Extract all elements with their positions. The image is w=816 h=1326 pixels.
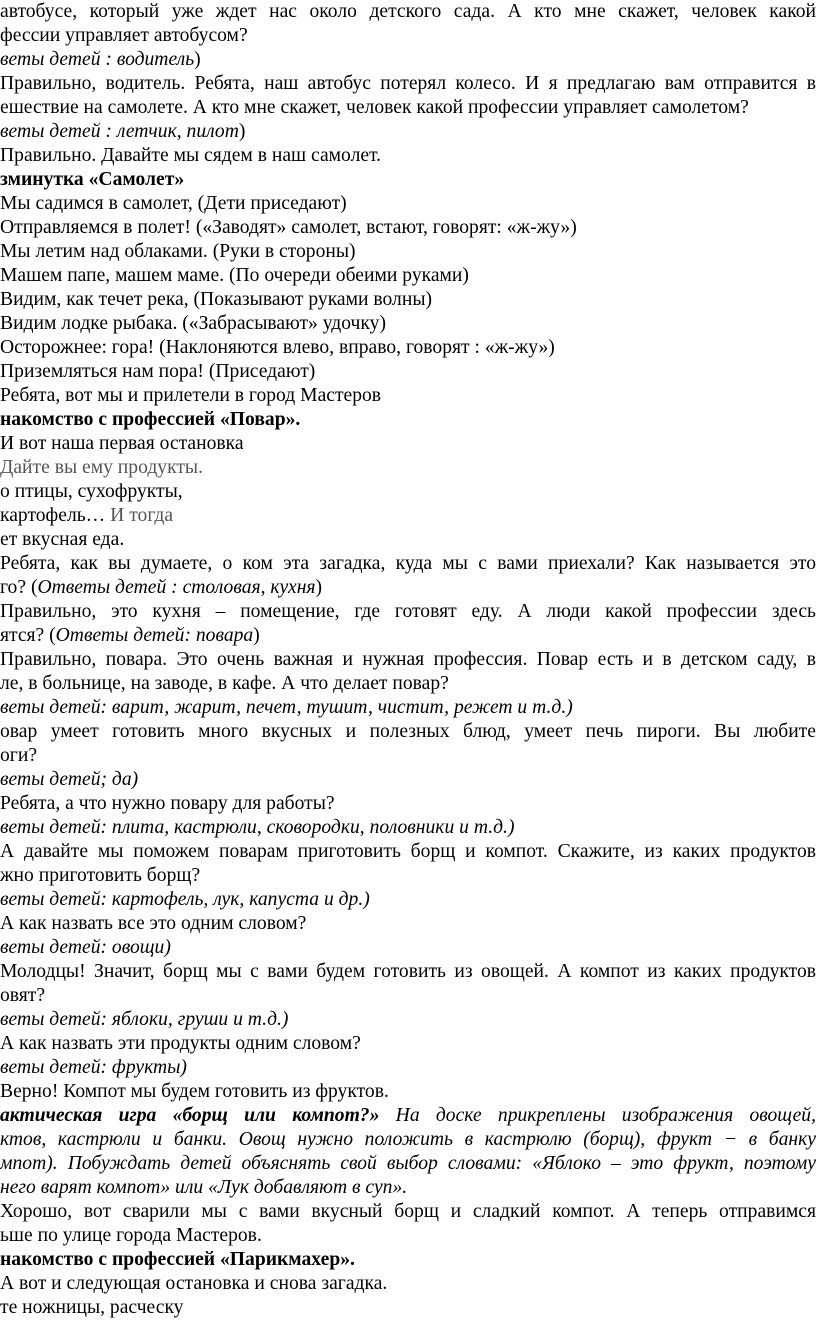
text-line: Приземляться нам пора! (Приседают) <box>0 361 316 382</box>
text-line: оги? <box>0 745 38 766</box>
text-line: Правильно, повара. Это очень важная и нужная профессия. Повар есть и в детском саду, в <box>0 649 816 670</box>
text-line: А давайте мы поможем поварам приготовить борщ и компот. Скажите, из каких продуктов <box>0 841 816 862</box>
text-line: овар умеет готовить много вкусных и полезных блюд, умеет печь пироги. Вы любите <box>0 721 816 742</box>
game-description: мпот). Побуждать детей объяснять свой выбор словами: «Яблоко – это фрукт, поэтому <box>0 1153 816 1174</box>
game-heading: актическая игра «борщ или компот?» На доске прикреплены изображения овощей, <box>0 1105 816 1126</box>
answer-line: веты детей: яблоки, груши и т.д.) <box>0 1009 289 1030</box>
riddle-line: картофель… И тогда <box>0 505 174 526</box>
text-line: жно приготовить борщ? <box>0 865 201 886</box>
text-line: А как назвать эти продукты одним словом? <box>0 1033 361 1054</box>
text-line: Видим лодке рыбака. («Забрасывают» удочку) <box>0 313 386 334</box>
text-line: Машем папе, машем маме. (По очереди обеими руками) <box>0 265 469 286</box>
text-line: Видим, как течет река, (Показывают руками волны) <box>0 289 433 310</box>
section-heading: накомство с профессией «Повар». <box>0 409 301 430</box>
riddle-line: Дайте вы ему продукты. <box>0 457 203 478</box>
section-heading: зминутка «Самолет» <box>0 169 185 190</box>
answer-line: го? (Ответы детей : столовая, кухня) <box>0 577 323 598</box>
riddle-line: ет вкусная еда. <box>0 529 125 550</box>
text-line: ешествие на самолете. А кто мне скажет, человек какой профессии управляет самолетом? <box>0 97 749 118</box>
text-line: Правильно. Давайте мы сядем в наш самолет. <box>0 145 382 166</box>
answer-line: веты детей: варит, жарит, печет, тушит, чистит, режет и т.д.) <box>0 697 573 718</box>
answer-line: веты детей: фрукты) <box>0 1057 187 1078</box>
section-heading: накомство с профессией «Парикмахер». <box>0 1249 355 1270</box>
text-line: Мы летим над облаками. (Руки в стороны) <box>0 241 356 262</box>
text-line: Верно! Компот мы будем готовить из фруктов. <box>0 1081 389 1102</box>
text-line: А вот и следующая остановка и снова загадка. <box>0 1273 388 1294</box>
answer-line: ятся? (Ответы детей: повара) <box>0 625 260 646</box>
text-line: Хорошо, вот сварили мы с вами вкусный борщ и сладкий компот. А теперь отправимся <box>0 1201 816 1222</box>
text-line: Молодцы! Значит, борщ мы с вами будем готовить из овощей. А компот из каких продуктов <box>0 961 816 982</box>
text-line: Мы садимся в самолет, (Дети приседают) <box>0 193 347 214</box>
text-line: А как назвать все это одним словом? <box>0 913 307 934</box>
answer-line: веты детей : водитель) <box>0 49 201 70</box>
text-line: фессии управляет автобусом? <box>0 25 248 46</box>
answer-line: веты детей: плита, кастрюли, сковородки, половники и т.д.) <box>0 817 515 838</box>
text-line: Ребята, вот мы и прилетели в город Мастеров <box>0 385 382 406</box>
text-line: овят? <box>0 985 46 1006</box>
text-line: Осторожнее: гора! (Наклоняются влево, вправо, говорят : «ж-жу») <box>0 337 555 358</box>
text-line: Правильно, это кухня – помещение, где готовят еду. А люди какой профессии здесь <box>0 601 816 622</box>
answer-line: веты детей; да) <box>0 769 139 790</box>
text-line: И вот наша первая остановка <box>0 433 244 454</box>
riddle-line: те ножницы, расческу <box>0 1297 184 1318</box>
answer-line: веты детей: картофель, лук, капуста и др.) <box>0 889 370 910</box>
text-line: Ребята, как вы думаете, о ком эта загадка, куда мы с вами приехали? Как называется это <box>0 553 816 574</box>
text-line: ьше по улице города Мастеров. <box>0 1225 262 1246</box>
game-description: него варят компот» или «Лук добавляют в суп». <box>0 1177 408 1198</box>
text-line: автобусе, который уже ждет нас около детского сада. А кто мне скажет, человек какой <box>0 1 816 22</box>
text-line: Отправляемся в полет! («Заводят» самолет, встают, говорят: «ж-жу») <box>0 217 577 238</box>
text-line: Ребята, а что нужно повару для работы? <box>0 793 335 814</box>
answer-line: веты детей : летчик, пилот) <box>0 121 246 142</box>
text-line: ле, в больнице, на заводе, в кафе. А что делает повар? <box>0 673 449 694</box>
game-description: ктов, кастрюли и банки. Овощ нужно положить в кастрюлю (борщ), фрукт − в банку <box>0 1129 816 1150</box>
answer-line: веты детей: овощи) <box>0 937 171 958</box>
text-line: Правильно, водитель. Ребята, наш автобус потерял колесо. И я предлагаю вам отправится в <box>0 73 816 94</box>
riddle-line: о птицы, сухофрукты, <box>0 481 183 502</box>
